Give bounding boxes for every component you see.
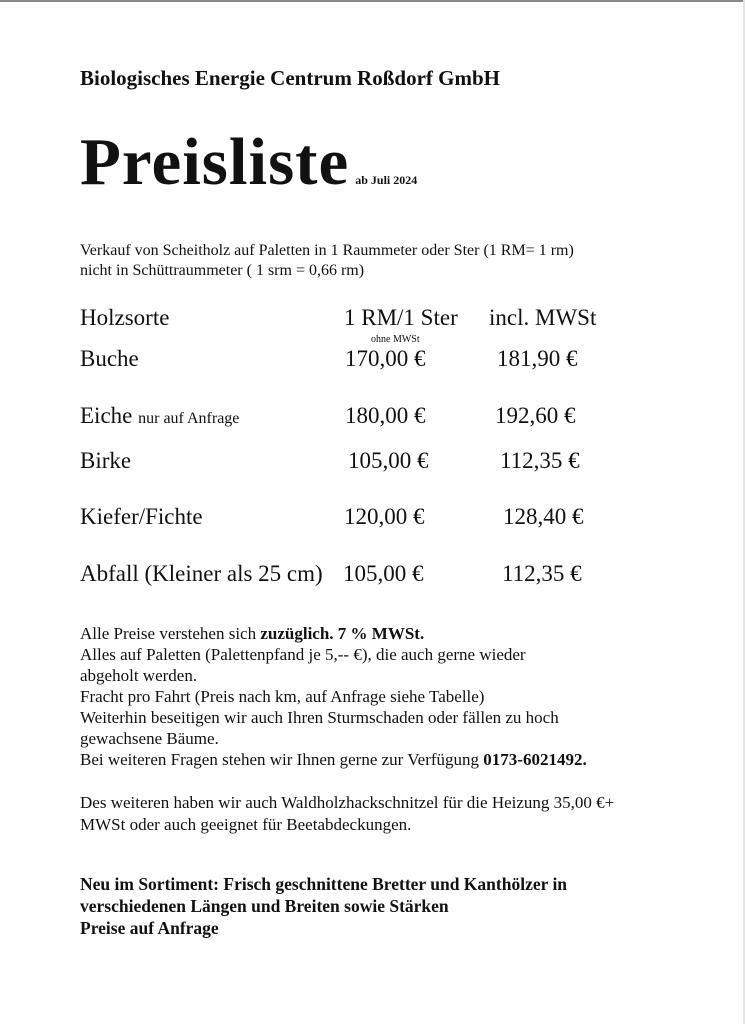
contact-phone: 0173-6021492. [483,750,587,769]
wood-name: Buche [80,346,139,371]
wood-note: nur auf Anfrage [138,410,240,427]
woodchips-line: Des weiteren haben wir auch Waldholzhackschnitzel für die Heizung 35,00 €+ [80,793,615,812]
price-net: 180,00 € [345,403,426,428]
company-name: Biologisches Energie Centrum Roßdorf GmbH [80,66,500,90]
woodchips-note [80,792,614,836]
vat-prefix: Alle Preise verstehen sich [80,624,261,643]
intro-line: Verkauf von Scheitholz auf Paletten in 1 Raummeter oder Ster (1 RM= 1 rm) [80,242,574,259]
wood-name: Birke [80,448,132,473]
notes [80,623,587,770]
intro-text [80,241,574,281]
vat-line [80,623,587,644]
valid-from: ab Juli 2024 [355,173,418,187]
price-net: 170,00 € [345,346,426,371]
storm-line: Weiterhin beseitigen wir auch Ihren Sturmschaden oder fällen zu hoch [80,708,559,727]
storm-line: gewachsene Bäume. [80,729,219,748]
price-net: 105,00 € [343,561,424,586]
price-gross: 181,90 € [497,346,578,371]
wood-name: Eiche [80,403,133,428]
price-gross: 128,40 € [503,504,584,529]
contact-prefix: Bei weiteren Fragen stehen wir Ihnen gerne zur Verfügung [80,750,484,769]
header-unit: 1 RM/1 Ster [344,305,458,330]
new-products-note [80,873,567,939]
new-line: Preise auf Anfrage [80,918,219,938]
price-net: 105,00 € [348,448,429,473]
wood-name-row [80,403,239,429]
price-net: 120,00 € [344,504,425,529]
new-line: verschiedenen Längen und Breiten sowie Stärken [80,896,449,916]
header-incl-vat: incl. MWSt [489,305,597,330]
pallets-line: abgeholt werden. [80,666,198,685]
wood-name: Abfall (Kleiner als 25 cm) [80,561,323,586]
vat-bold: zuzüglich. 7 % MWSt. [260,624,425,643]
woodchips-line: MWSt oder auch geeignet für Beetabdeckungen. [80,815,412,834]
price-gross: 192,60 € [495,403,576,428]
pallets-line: Alles auf Paletten (Palettenpfand je 5,-- €), die auch gerne wieder [80,645,526,664]
price-gross: 112,35 € [500,448,580,473]
title-row [80,124,417,201]
price-gross: 112,35 € [502,561,582,586]
page-title: Preisliste [80,125,350,199]
header-wood: Holzsorte [80,305,170,330]
header-unit-note: ohne MWSt [371,334,420,345]
new-line: Neu im Sortiment: Frisch geschnittene Bretter und Kanthölzer in [80,874,568,894]
freight-line: Fracht pro Fahrt (Preis nach km, auf Anfrage siehe Tabelle) [80,687,485,706]
contact-line [80,749,587,770]
scan-top-border [0,0,745,2]
wood-name: Kiefer/Fichte [80,504,203,529]
intro-line: nicht in Schüttraummeter ( 1 srm = 0,66 rm) [80,262,365,279]
